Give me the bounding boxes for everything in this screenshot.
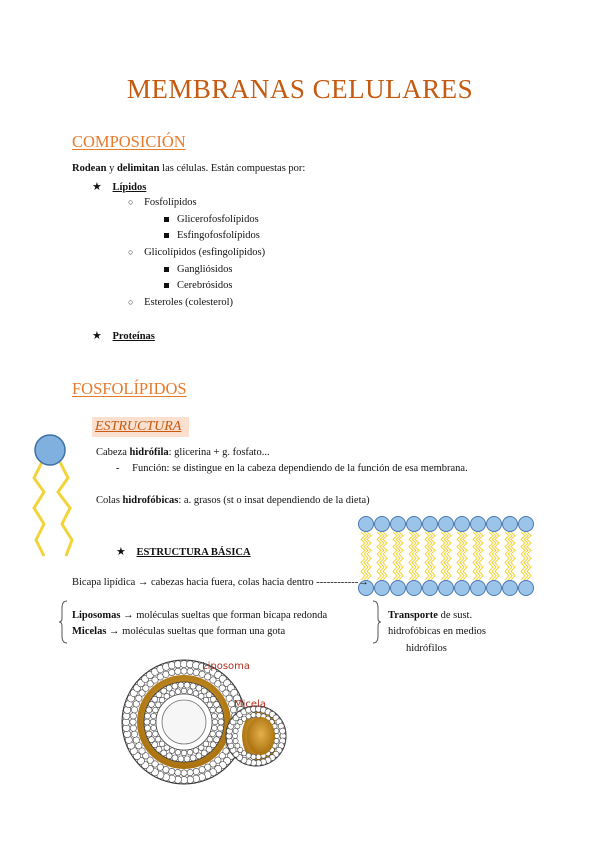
lipid-head [210, 731, 216, 737]
lipid-head [187, 668, 193, 674]
lipid-head [439, 581, 454, 596]
lipid-head [159, 697, 165, 703]
lipid-head [155, 702, 161, 708]
intro-word-rodean: Rodean [72, 163, 107, 174]
lipid-tail [489, 554, 493, 580]
lipid-head [178, 756, 184, 762]
lipid-head [199, 766, 205, 772]
star-bullet-icon: ★ [116, 546, 126, 558]
list-item-glicerofosfolipidos [164, 214, 259, 225]
lipid-head [471, 517, 486, 532]
lipid-head [144, 719, 150, 725]
lipid-head [196, 685, 202, 691]
lipid-head [164, 693, 170, 699]
lipid-head [198, 745, 204, 751]
lipid-tail [521, 532, 525, 554]
lipid-head [153, 731, 159, 737]
lipid-head [172, 755, 178, 761]
lipidos-label: Lípidos [112, 182, 147, 193]
lipid-head [175, 750, 181, 756]
lipid-head [130, 725, 136, 731]
lipid-tail [505, 554, 509, 580]
transporte-line2: hidrofóbicas en medios [388, 626, 486, 637]
lipid-head [198, 693, 204, 699]
lipid-head [146, 731, 152, 737]
estructura-subheading: ESTRUCTURA [92, 417, 189, 437]
lipid-head [196, 753, 202, 759]
lipid-tail [441, 532, 445, 554]
lipid-bilayer-diagram [358, 514, 534, 598]
lipid-head [359, 517, 374, 532]
lipid-head [487, 517, 502, 532]
list-item-gangliosidos [164, 264, 232, 275]
lipid-head [375, 517, 390, 532]
lipid-head [131, 731, 137, 737]
lipid-head [181, 668, 187, 674]
list-item-proteinas [92, 329, 155, 342]
micelas-post: → moléculas sueltas que forman una gota [106, 626, 286, 637]
glicerofosfolipidos-label: Glicerofosfolípidos [177, 214, 259, 225]
cabeza-text [96, 447, 270, 458]
lipid-head [233, 728, 238, 733]
lipid-head [181, 688, 187, 694]
lipid-tail [409, 554, 413, 580]
lipid-head [232, 733, 237, 738]
lipid-head [190, 683, 196, 689]
lipid-head [235, 743, 240, 748]
lipid-head [130, 713, 136, 719]
liposome-sphere [122, 660, 246, 784]
lipid-head [178, 682, 184, 688]
lipid-tail [473, 554, 477, 580]
lipid-head [216, 731, 222, 737]
gangliosidos-label: Gangliósidos [177, 264, 233, 275]
list-item-lipidos [92, 180, 146, 193]
lipid-tail [393, 554, 397, 580]
lipid-head [216, 707, 222, 713]
intro-rest: las células. Están compuestas por: [159, 163, 306, 174]
lipid-head [407, 517, 422, 532]
lipid-head [133, 737, 139, 743]
intro-text [72, 163, 305, 174]
lipid-head [455, 517, 470, 532]
lipid-head [423, 517, 438, 532]
micelle-sphere [226, 706, 286, 766]
lipid-tail [473, 532, 477, 554]
lipid-head [201, 750, 207, 756]
lipid-head [163, 671, 169, 677]
transporte-post: de sust. [437, 610, 473, 621]
cabeza-pre: Cabeza [96, 447, 130, 458]
lipid-head [423, 581, 438, 596]
lipid-head [210, 707, 216, 713]
circle-bullet-icon: ○ [128, 247, 134, 257]
lipid-head [212, 725, 218, 731]
colas-bold: hidrofóbicas [122, 495, 179, 506]
lipid-head [519, 517, 534, 532]
section-heading-fosfolipidos: FOSFOLÍPIDOS [72, 379, 187, 398]
lipid-tail [505, 532, 509, 554]
lipid-head [187, 689, 193, 695]
lipid-head [155, 736, 161, 742]
lipid-head [439, 517, 454, 532]
lipid-head [181, 770, 187, 776]
lipid-head [169, 748, 175, 754]
bicapa-text: Bicapa lipídica → cabezas hacia fuera, colas hacia dentro ------------→ [72, 577, 369, 588]
lipid-head [217, 725, 223, 731]
lipid-head [471, 581, 486, 596]
list-item-fosfolipidos [128, 197, 197, 208]
circle-bullet-icon: ○ [128, 197, 134, 207]
liposoma-label: Liposoma [202, 661, 251, 672]
lipid-head [256, 754, 261, 759]
lipid-head [131, 707, 137, 713]
lipid-head [455, 581, 470, 596]
lipid-tail [521, 554, 525, 580]
proteinas-label: Proteínas [112, 331, 155, 342]
lipid-head [218, 719, 224, 725]
square-bullet-icon [164, 267, 169, 272]
intro-word-delimitan: delimitan [116, 163, 160, 174]
lipid-head [193, 669, 199, 675]
lipid-head [184, 682, 190, 688]
lipid-head [166, 753, 172, 759]
dash-bullet: - [116, 463, 120, 474]
transporte-bold: Transporte [388, 610, 438, 621]
colas-text [96, 495, 370, 506]
lipid-head [203, 741, 209, 747]
phospholipid-molecule-icon [28, 428, 88, 560]
circle-bullet-icon: ○ [128, 297, 134, 307]
lipid-head [184, 756, 190, 762]
lipid-head [193, 748, 199, 754]
lipid-tail [393, 532, 397, 554]
lipid-head [280, 728, 286, 734]
lipid-tail [425, 554, 429, 580]
lipid-head [503, 517, 518, 532]
lipid-head [161, 688, 167, 694]
lipid-tail [457, 554, 461, 580]
lipid-head [503, 581, 518, 596]
lipid-head [233, 738, 238, 743]
lipid-head [487, 581, 502, 596]
glicolipidos-label: Glicolípidos (esfingolípidos) [144, 247, 266, 258]
liposomas-bold: Liposomas [72, 610, 121, 621]
funcion-label: Función: se distingue en la cabeza dependiendo de la función de esa membrana. [132, 463, 468, 474]
lipid-head [207, 736, 213, 742]
lipid-head [130, 719, 136, 725]
right-brace-icon [372, 600, 382, 644]
lipid-head [207, 702, 213, 708]
lipid-head [151, 725, 157, 731]
cerebrosidos-label: Cerebrósidos [177, 280, 233, 291]
lipid-head [203, 697, 209, 703]
lipid-head [172, 683, 178, 689]
star-bullet-icon: ★ [92, 330, 102, 342]
lipid-head [193, 768, 199, 774]
lipid-tail [425, 532, 429, 554]
micela-label: Micela [234, 699, 266, 710]
section-heading-composicion: COMPOSICIÓN [72, 132, 186, 151]
star-bullet-icon: ★ [92, 181, 102, 193]
left-brace-icon [58, 600, 68, 644]
lipid-head [212, 719, 218, 725]
fosfolipidos-label: Fosfolípidos [144, 197, 197, 208]
lipid-head [169, 669, 175, 675]
lipid-tail [441, 554, 445, 580]
lipid-head [175, 668, 181, 674]
micelle-core [247, 717, 275, 755]
cabeza-bold: hidrófila [129, 447, 169, 458]
estructura-basica-label: ESTRUCTURA BÁSICA [136, 547, 251, 558]
lipid-head [146, 707, 152, 713]
cabeza-post: : glicerina + g. fosfato... [168, 447, 270, 458]
liposome-micelle-illustration [108, 652, 308, 788]
lipid-head [148, 737, 154, 743]
liposomas-text [72, 610, 327, 621]
lipid-head [151, 713, 157, 719]
lipid-tail [377, 532, 381, 554]
lipid-head [212, 713, 218, 719]
lipid-tail [409, 532, 413, 554]
lipid-head [169, 768, 175, 774]
lipid-head [519, 581, 534, 596]
liposomas-post: → moléculas sueltas que forman bicapa redonda [120, 610, 328, 621]
lipid-tail [377, 554, 381, 580]
lipid-head [190, 755, 196, 761]
lipid-head [145, 725, 151, 731]
lipid-head [175, 769, 181, 775]
lipid-head [145, 713, 151, 719]
lipid-head [375, 581, 390, 596]
lipid-head [175, 689, 181, 695]
estructura-basica-item [116, 545, 251, 558]
lipid-head [164, 745, 170, 751]
list-item-esfingofosfolipidos [164, 230, 260, 241]
micelas-bold: Micelas [72, 626, 107, 637]
lipid-tail [361, 532, 365, 554]
square-bullet-icon [164, 233, 169, 238]
transporte-line3: hidrófilos [406, 643, 447, 654]
square-bullet-icon [164, 283, 169, 288]
lipid-tail [489, 532, 493, 554]
lipid-head [407, 581, 422, 596]
lipid-head [181, 750, 187, 756]
lipid-head [193, 691, 199, 697]
lipid-head [391, 581, 406, 596]
lipid-head [153, 707, 159, 713]
micelas-text [72, 626, 285, 637]
lipid-head [251, 754, 256, 759]
lipid-head [274, 733, 279, 738]
intro-word-y: y [106, 163, 117, 174]
colas-post: : a. grasos (st o insat dependiendo de la dieta) [178, 495, 370, 506]
lipid-tail [457, 532, 461, 554]
transporte-text [388, 610, 472, 621]
esfingofosfolipidos-label: Esfingofosfolípidos [177, 230, 260, 241]
lipid-head [214, 701, 220, 707]
lipid-head [187, 769, 193, 775]
list-item-cerebrosidos [164, 280, 232, 291]
lipid-head [246, 714, 251, 719]
lipid-head [166, 685, 172, 691]
lipid-head [187, 750, 193, 756]
lipid-head [251, 713, 256, 718]
lipid-head [169, 691, 175, 697]
list-item-glicolipidos [128, 247, 265, 258]
colas-pre: Colas [96, 495, 123, 506]
esteroles-label: Esteroles (colesterol) [144, 297, 233, 308]
page-title: MEMBRANAS CELULARES [126, 74, 474, 104]
lipid-head [256, 713, 261, 718]
lipid-head [217, 713, 223, 719]
lipid-head [391, 517, 406, 532]
list-item-esteroles [128, 297, 233, 308]
lipid-head [159, 741, 165, 747]
square-bullet-icon [164, 217, 169, 222]
lipid-head [150, 719, 156, 725]
funcion-text [116, 463, 468, 474]
